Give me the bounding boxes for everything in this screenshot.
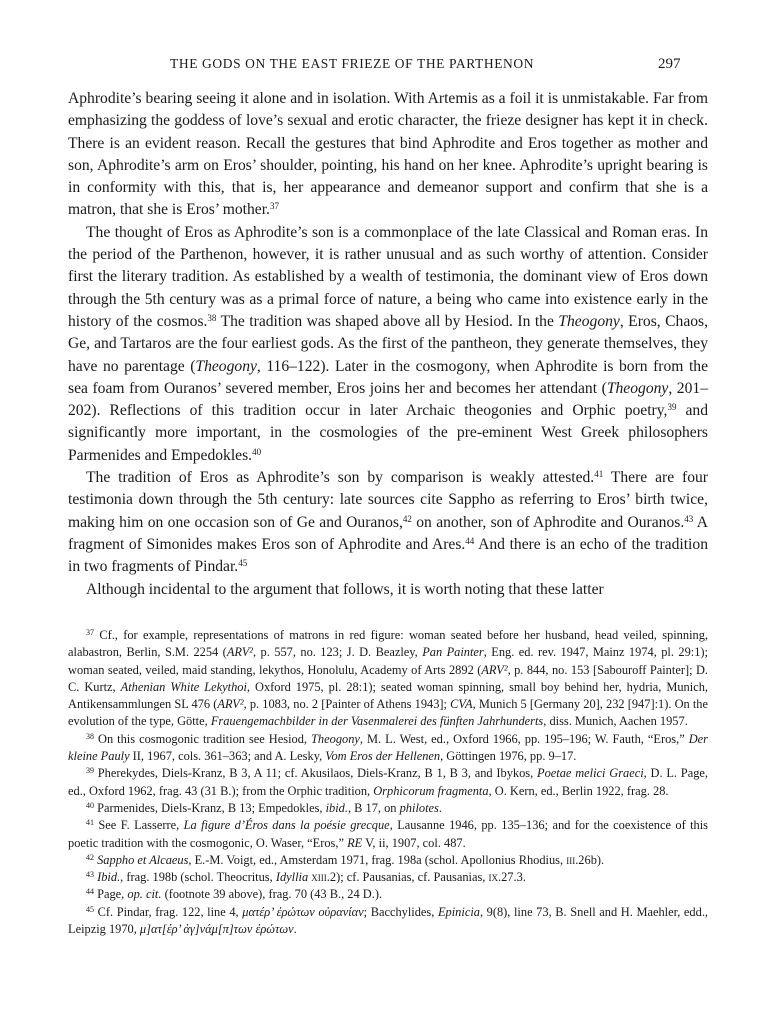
paragraph-3: The tradition of Eros as Aphrodite’s son by comparison is weakly attested.$^{41}$ There are four testimonia down through the 5th century: late sources cite Sappho as referring to Eros’ birth twice, making him on one occasion son of Ge and Ouranos,$^{42}$ on another, son of Aphrodite and Ouranos.$^{43}$ A fragment of Simonides makes Eros son of Aphrodite and Ares.$^{44}$ And there is an echo of the tradition in two fragments of Pindar.$^{45}$ [68,469,708,576]
footnote-45: $^{45}$ Cf. Pindar, frag. 122, line 4, ματέρ’ ἐρώτων οὐρανίαν; Bacchylides, Epinicia, 9(8), line 73, B. Snell and H. Maehler, edd., Leipzig 1970, μ]ατ[έρ’ ἀγ]νά̣μ[π]των ἐρώτων. [68,904,709,937]
running-head: THE GODS ON THE EAST FRIEZE OF THE PARTHENON [170,56,535,71]
footnote-42: $^{42}$ Sappho et Alcaeus, E.-M. Voigt, ed., Amsterdam 1971, frag. 198a (schol. Apollonius Rhodius, iii.26b). [86,852,605,867]
footnote-37: $^{37}$ Cf., for example, representations of matrons in red figure: woman seated before her husband, head veiled, spinning, alabastron, Berlin, S.M. 2254 (ARV², p. 557, no. 123; J. D. Beazley, Pan Painter, Eng. ed. rev. 1947, Mainz 1974, pl. 29:1); woman seated, veiled, maid standing, lekythos, Honolulu, Academy of Arts 2892 (ARV², p. 844, no. 153 [Sabouroff Painter]; D. C. Kurtz, Athenian White Lekythoi, Oxford 1975, pl. 28:1); seated woman spinning, small boy behind her, hydria, Munich, Antikensammlungen SL 476 (ARV², p. 1083, no. 2 [Painter of Athens 1943]; CVA, Munich 5 [Germany 20], 232 [947]:1). On the evolution of the type, Götte, Frauengemachbilder in der Vasenmalerei des fünften Jahrhunderts, diss. Munich, Aachen 1957. [68,628,709,729]
footnote-ref[interactable]: 41 [594,469,604,480]
footnotes [68,627,708,938]
paragraph-2: The thought of Eros as Aphrodite’s son is a commonplace of the late Classical and Roman eras. In the period of the Parthenon, however, it is rather unusual and as such worthy of attention. Consider first the literary tradition. As established by a wealth of testimonia, the dominant view of Eros down through the 5th century was as a primal force of nature, a being who came into existence early in the history of the cosmos.$^{38}$ The tradition was shaped above all by Hesiod. In the Theogony, Eros, Chaos, Ge, and Tartaros are the four earliest gods. As the first of the pantheon, they generate themselves, they have no parentage (Theogony, 116–122). Later in the cosmogony, when Aphrodite is born from the sea foam from Ouranos’ severed member, Eros joins her and becomes her attendant (Theogony, 201–202). Reflections of this tradition occur in later Archaic theogonies and Orphic poetry,$^{39}$ and significantly more important, in the cosmologies of the pre-eminent West Greek philosophers Parmenides and Empedokles.$^{40}$ [68,223,709,464]
footnote-ref[interactable]: 45 [238,558,248,569]
footnote-43: $^{43}$ Ibid., frag. 198b (schol. Theocritus, Idyllia xiii.2); cf. Pausanias, cf. Pausanias, ix.27.3. [86,870,526,885]
footnote-ref[interactable]: 38 [207,312,217,323]
paragraph-4: Although incidental to the argument that follows, it is worth noting that these latter [86,580,604,598]
footnote-39: $^{39}$ Pherekydes, Diels-Kranz, B 3, A 11; cf. Akusilaos, Diels-Kranz, B 1, B 3, and Ibykos, Poetae melici Graeci, D. L. Page, ed., Oxford 1962, frag. 43 (31 B.); from the Orphic tradition, Orphicorum fragmenta, O. Kern, ed., Berlin 1922, frag. 28. [68,766,708,798]
footnote-ref[interactable]: 43 [684,513,694,524]
footnote-ref[interactable]: 37 [269,201,279,212]
footnote-ref[interactable]: 42 [402,513,412,524]
page-number: 297 [658,56,681,72]
footnote-40: $^{40}$ Parmenides, Diels-Kranz, B 13; Empedokles, ibid., B 17, on philotes. [86,800,442,815]
footnote-ref[interactable]: 39 [667,402,677,413]
footnote-ref[interactable]: 44 [465,535,475,546]
footnote-38: $^{38}$ On this cosmogonic tradition see Hesiod, Theogony, M. L. West, ed., Oxford 1966, pp. 195–196; W. Fauth, “Eros,” Der kleine Pauly II, 1967, cols. 361–363; and A. Lesky, Vom Eros der Hellenen, Göttingen 1976, pp. 9–17. [68,731,708,764]
footnote-44: $^{44}$ Page, op. cit. (footnote 39 above), frag. 70 (43 B., 24 D.). [86,887,383,902]
footnote-41: $^{41}$ See F. Lasserre, La figure d’Éros dans la poésie grecque, Lausanne 1946, pp. 135–136; and for the coexistence of this poetic tradition with the cosmogonic, O. Waser, “Eros,” RE V, ii, 1907, col. 487. [68,818,709,850]
footnote-ref[interactable]: 40 [252,446,262,457]
body-text [68,88,708,601]
paragraph-1: Aphrodite’s bearing seeing it alone and in isolation. With Artemis as a foil it is unmistakable. Far from emphasizing the goddess of love’s sexual and erotic character, the frieze designer has kept it in check. There is an evident reason. Recall the gestures that bind Aphrodite and Eros together as mother and son, Aphrodite’s arm on Eros’ shoulder, pointing, his hand on her knee. Aphrodite’s upright bearing is in conformity with this, that is, her appearance and demeanor support and confirm that she is a matron, that she is Eros’ mother.$^{37}$ [68,90,708,219]
